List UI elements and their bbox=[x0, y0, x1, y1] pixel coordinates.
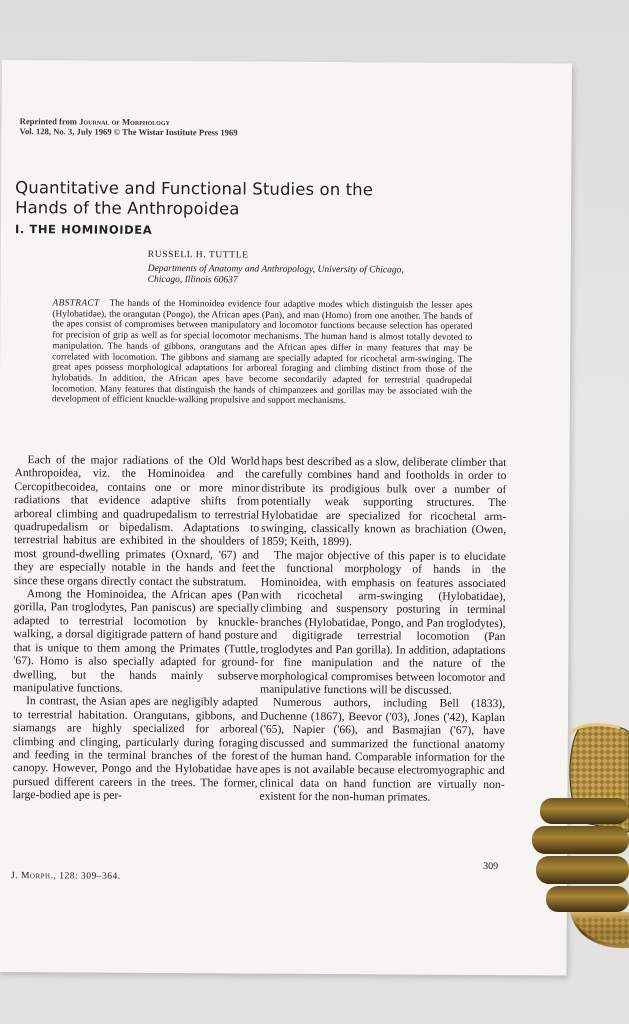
body-column-left bbox=[12, 453, 259, 803]
reprint-line-1: Reprinted from Journal of Morphology bbox=[19, 116, 170, 128]
abstract-text: The hands of the Hominoidea evidence four adaptive modes which distinguish the lesser apes (Hylobatidae), the orangutan (Pongo), the African apes (Pan), and man (Homo) from one another. The hands of the apes consist of compromises between manipulatory and locomotor functions because selection has operated for precision of grip as well as for special locomotor mechanisms. The human hand is almost totally devoted to manipulation. The hands of gibbons, orangutans and the African apes differ in many features that may be correlated with locomotion. The gibbons and siamang are specially adapted for ricochetal arm-swinging. The great apes possess morphological adaptations for arboreal foraging and climbing distinct from those of the hylobatids. In addition, the African apes have become secondarily adapted for terrestrial quadrupedal locomotion. Many features that distinguish the hands of chimpanzees and gorillas may be associated with the development of efficient knuckle-walking propulsive and support mechanisms. bbox=[51, 298, 473, 407]
paragraph: Numerous authors, including Bell (1833), Duchenne (1867), Beevor ('03), Jones ('42), Kaplan ('65), Napier ('66), and Basmajian ('67), have discussed and summarized the functional anatomy of the human hand. Comparable information for the apes is not available because electromyographic and clinical data on hand function are virtually non-existent for the non-human primates. bbox=[259, 695, 506, 804]
author-affiliation: Departments of Anatomy and Anthropology, University of Chicago, Chicago, Illinois 60637 bbox=[147, 263, 404, 286]
author-name: RUSSELL H. TUTTLE bbox=[147, 249, 249, 261]
reprint-line-2: Vol. 128, No. 3, July 1969 © The Wistar Institute Press 1969 bbox=[19, 126, 238, 138]
reprint-page bbox=[0, 60, 572, 975]
abstract bbox=[52, 298, 473, 408]
body-column-right bbox=[259, 455, 506, 805]
paragraph: Each of the major radiations of the Old World Anthropoidea, viz. the Hominoidea and the Cercopithecoidea, contains one or more minor radiations that evidence adaptive shifts from arboreal climbing and quadrupedalism to terrestrial quadrupedalism or bipedalism. Adaptations to terrestrial habitus are exhibited in the shoulders of most ground-dwelling primates (Oxnard, '67) and they are especially notable in the hands and feet since these organs directly contact the substratum. bbox=[13, 453, 260, 589]
paragraph: The major objective of this paper is to elucidate the functional morphology of hands in the Hominoidea, with emphasis on features associated with ricochetal arm-swinging (Hylobatidae), climbing and suspensory posturing in terminal branches (Hylobatidae, Pongo, and Pan troglodytes), and digitigrade terrestrial locomotion (Pan troglodytes and Pan gorilla). In addition, adaptations for fine manipulation and the nature of the morphological compromises between locomotor and manipulative functions will be discussed. bbox=[260, 548, 507, 697]
page-number: 309 bbox=[483, 860, 499, 873]
abstract-label: ABSTRACT bbox=[52, 298, 100, 309]
article-title: Quantitative and Functional Studies on the Hands of the Anthropoidea bbox=[15, 178, 374, 219]
paragraph: In contrast, the Asian apes are negligibly adapted to terrestrial habitation. Orangutans, gibbons, and siamangs are highly specialized for arboreal climbing and clinging, particularly during foraging and feeding in the terminal branches of the forest canopy. However, Pongo and the Hylobatidae have pursued different careers in the trees. The former, large-bodied ape is per- bbox=[12, 694, 259, 802]
reprint-header bbox=[20, 116, 238, 137]
paragraph: haps best described as a slow, deliberate climber that carefully combines hand and footholds in order to distribute its prodigious bulk over a number of potentially weak supporting structures. The Hylobatidae are specialized for ricochetal arm-swinging, classically known as brachiation (Owen, 1859; Keith, 1899). bbox=[261, 454, 507, 549]
article-subtitle: I. THE HOMINOIDEA bbox=[14, 222, 153, 237]
brass-clip bbox=[530, 722, 629, 952]
paragraph: Among the Hominoidea, the African apes (Pan gorilla, Pan troglodytes, Pan paniscus) are specially adapted to terrestrial locomotion by knuckle-walking, a dorsal digitigrade pattern of hand posture that is unique to them among the Primates (Tuttle, '67). Homo is also specially adapted for ground-dwelling, but the hands mainly subserve manipulative functions. bbox=[13, 587, 259, 695]
journal-citation: J. Morph., 128: 309–364. bbox=[10, 871, 121, 882]
